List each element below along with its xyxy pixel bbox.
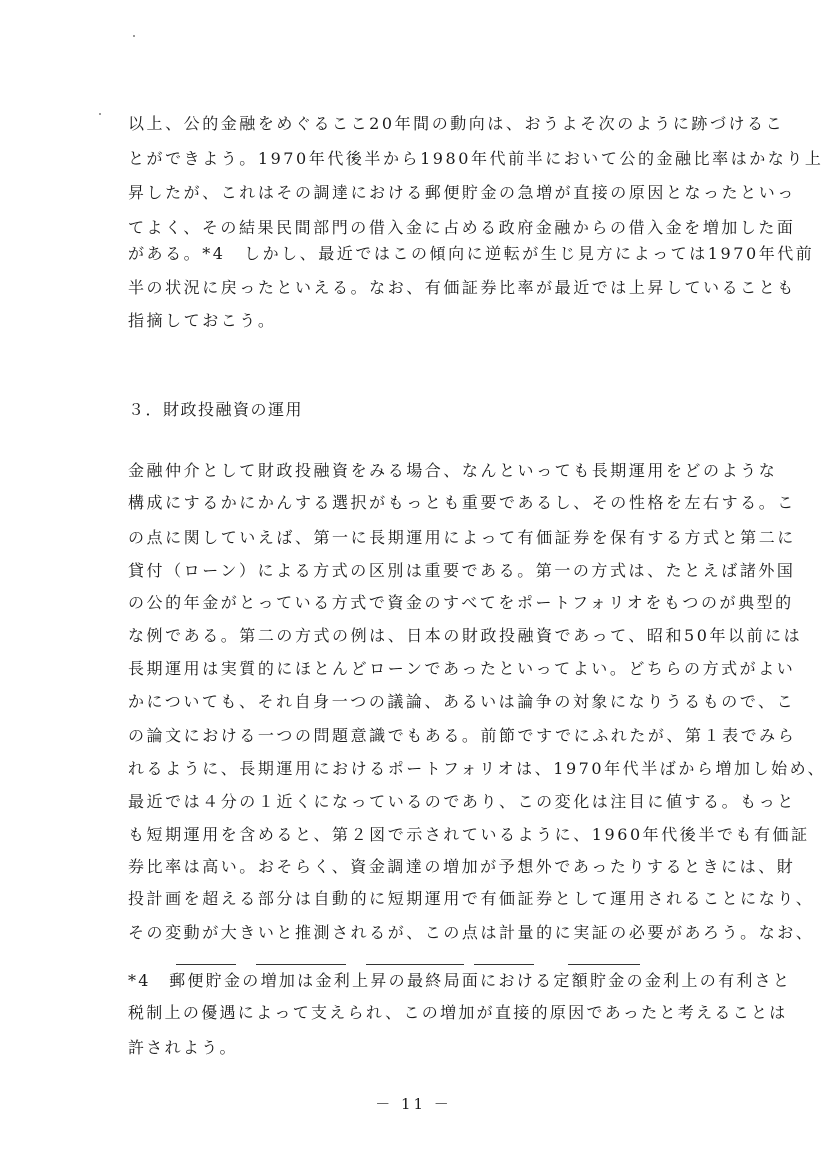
scan-speck [133,35,135,37]
text-line: 最近では４分の１近くになっているのであり、この変化は注目に値する。もっと [128,792,796,811]
text-line: 指摘しておこう。 [128,311,277,330]
text-line: の公的年金がとっている方式で資金のすべてをポートフォリオをもつのが典型的 [128,593,794,612]
text-line: がある。*4 しかし、最近ではこの傾向に逆転が生じ見方によっては1970年代前 [128,244,815,263]
separator-segment [256,964,346,965]
footnote-line: *4 郵便貯金の増加は金利上昇の最終局面における定額貯金の金利上の有利さと [128,971,792,990]
text-line: 貸付（ローン）による方式の区別は重要である。第一の方式は、たとえば諸外国 [128,561,796,580]
text-line: 長期運用は実質的にほとんどローンであったといってよい。どちらの方式がよい [128,659,796,678]
text-line: 構成にするかにかんする選択がもっとも重要であるし、その性格を左右する。こ [128,493,796,512]
text-line: な例である。第二の方式の例は、日本の財政投融資であって、昭和50年以前には [128,626,803,645]
text-line: 券比率は高い。おそらく、資金調達の増加が予想外であったりするときには、財 [128,857,796,876]
text-line: かについても、それ自身一つの議論、あるいは論争の対象になりうるもので、こ [128,692,796,711]
text-line: 以上、公的金融をめぐるここ20年間の動向は、おうよそ次のように跡づけるこ [128,114,785,133]
separator-segment [176,964,236,965]
separator-segment [366,964,464,965]
separator-segment [568,964,640,965]
text-line: 金融仲介として財政投融資をみる場合、なんといっても長期運用をどのような [128,461,778,480]
text-line: れるように、長期運用におけるポートフォリオは、1970年代半ばから増加し始め、 [128,759,827,778]
footnote-line: 税制上の優遇によって支えられ、この増加が直接的原因であったと考えることは [128,1003,788,1022]
text-line: の論文における一つの問題意識でもある。前節ですでにふれたが、第１表でみら [128,726,797,745]
text-line: てよく、その結果民間部門の借入金に占める政府金融からの借入金を増加した面 [128,218,796,237]
text-line: その変動が大きいと推測されるが、この点は計量的に実証の必要があろう。なお、 [128,923,815,942]
text-line: 投計画を超える部分は自動的に短期運用で有価証券として運用されることになり、 [128,889,815,908]
text-line: 半の状況に戻ったといえる。なお、有価証券比率が最近では上昇していることも [128,278,796,297]
scan-speck [99,113,101,115]
text-line: とができよう。1970年代後半から1980年代前半において公的金融比率はかなり上 [128,149,824,168]
text-line: も短期運用を含めると、第２図で示されているように、1960年代後半でも有価証 [128,825,810,844]
section-heading: ３．財政投融資の運用 [128,400,304,419]
page-number: － 11 － [375,1095,452,1113]
text-line: 昇したが、これはその調達における郵便貯金の急増が直接の原因となったといっ [128,183,796,202]
footnote-line: 許されよう。 [128,1038,238,1057]
text-line: の点に関していえば、第一に長期運用によって有価証券を保有する方式と第二に [128,528,796,547]
separator-segment [474,964,534,965]
